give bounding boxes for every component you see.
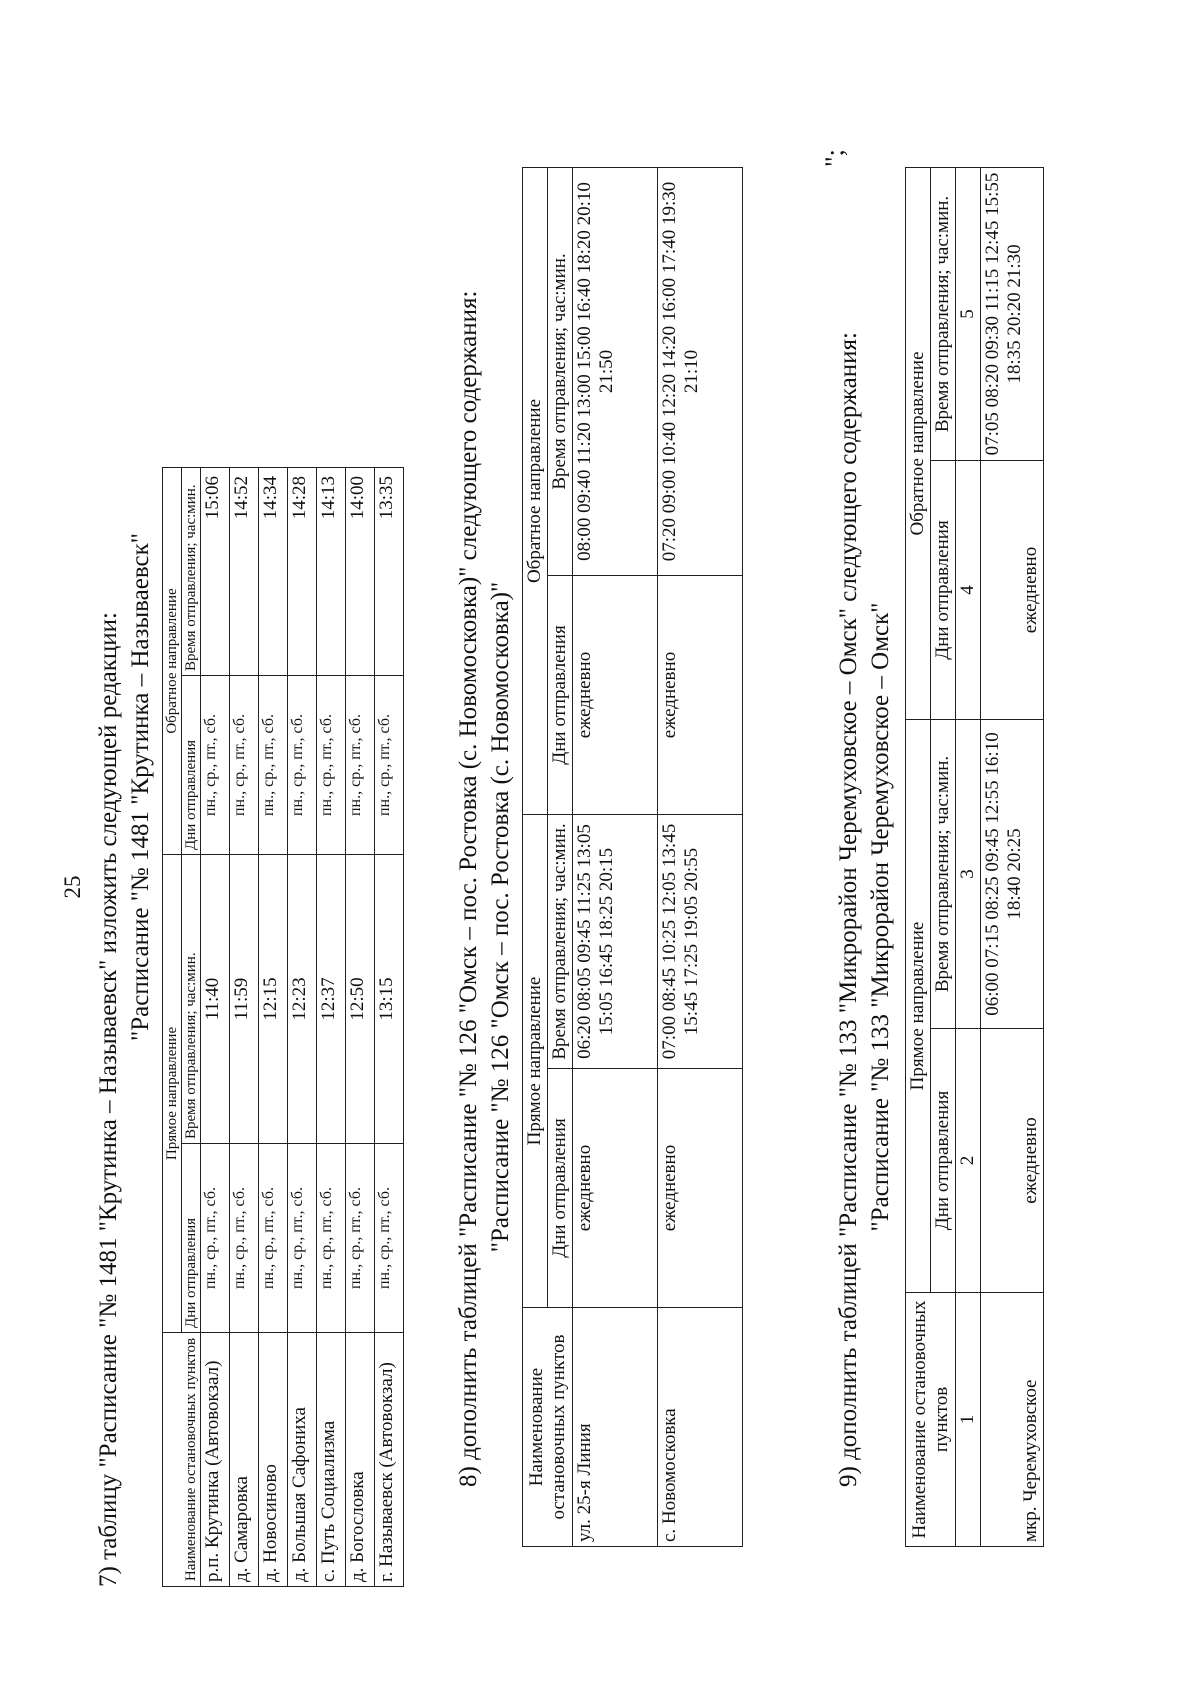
- header-time-forward: Время отправления; час:мин.: [182, 855, 201, 1144]
- table-row: [658, 168, 743, 1547]
- time-forward: 07:00 08:45 10:25 12:05 13:45 15:45 17:25 19:05 20:55: [658, 815, 743, 1069]
- header-stop-name: Наименование остановочных пунктов: [906, 1293, 956, 1547]
- end-mark: ";: [820, 149, 849, 167]
- header-time-forward: Время отправления; час:мин.: [548, 815, 573, 1069]
- days-backward: пн., ср., пт., сб.: [375, 676, 404, 855]
- stop-name: ул. 25-я Линия: [573, 1308, 658, 1547]
- section-8-intro: 8) дополнить таблицей "Расписание "№ 126 "Омск – пос. Ростовка (с. Новомосковка)" следующего содержания:: [455, 290, 482, 1487]
- days-forward: пн., ср., пт., сб.: [375, 1144, 404, 1333]
- time-backward: 14:00: [346, 468, 375, 676]
- table-row: [230, 468, 259, 1587]
- stop-name: р.п. Крутинка (Автовокзал): [201, 1333, 230, 1587]
- header-time-backward: Время отправления; час:мин.: [931, 168, 956, 461]
- header-backward: Обратное направление: [906, 168, 931, 720]
- schedule-table-126: [522, 167, 743, 1547]
- time-forward: 12:37: [317, 855, 346, 1144]
- page-number: 25: [60, 875, 85, 899]
- header-time-forward: Время отправления; час:мин.: [931, 720, 956, 1029]
- stop-name: с. Новомосковка: [658, 1308, 743, 1547]
- header-days-backward: Дни отправления: [931, 461, 956, 720]
- time-forward: 06:20 08:05 09:45 11:25 13:05 15:05 16:45 18:25 20:15: [573, 815, 658, 1069]
- table-row: [288, 468, 317, 1587]
- column-number: 1: [956, 1293, 981, 1547]
- header-stop-name: Наименование остановочных пунктов: [523, 1308, 573, 1547]
- header-time-backward: Время отправления; час:мин.: [182, 468, 201, 676]
- section-9-intro: 9) дополнить таблицей "Расписание "№ 133 "Микрорайон Черемуховское – Омск" следующего содержания:: [835, 332, 862, 1487]
- column-number: 5: [956, 168, 981, 461]
- stop-name: с. Путь Социализма: [317, 1333, 346, 1587]
- days-forward: пн., ср., пт., сб.: [259, 1144, 288, 1333]
- stop-name: д. Самаровка: [230, 1333, 259, 1587]
- time-backward: 13:35: [375, 468, 404, 676]
- days-backward: ежедневно: [658, 576, 743, 815]
- time-forward: 06:00 07:15 08:25 09:45 12:55 16:10 18:40 20:25: [981, 720, 1044, 1029]
- stop-name: г. Называевск (Автовокзал): [375, 1333, 404, 1587]
- header-backward: Обратное направление: [163, 468, 182, 855]
- column-number: 3: [956, 720, 981, 1029]
- stop-name: мкр. Черемуховское: [981, 1293, 1044, 1547]
- days-forward: пн., ср., пт., сб.: [288, 1144, 317, 1333]
- days-backward: пн., ср., пт., сб.: [201, 676, 230, 855]
- section-7-title: "Расписание "№ 1481 "Крутинка – Называевск": [127, 533, 154, 1041]
- section-7-intro: 7) таблицу "Расписание "№ 1481 "Крутинка – Называевск" изложить следующей редакции:: [95, 612, 122, 1587]
- time-backward: 14:52: [230, 468, 259, 676]
- table-row: [573, 168, 658, 1547]
- time-backward: 14:13: [317, 468, 346, 676]
- header-forward: Прямое направление: [163, 855, 182, 1333]
- table-row: [259, 468, 288, 1587]
- days-forward: пн., ср., пт., сб.: [346, 1144, 375, 1333]
- column-number: 4: [956, 461, 981, 720]
- header-stop-name: Наименование остановочных пунктов: [163, 1333, 201, 1587]
- table-row: [346, 468, 375, 1587]
- days-forward: ежедневно: [573, 1069, 658, 1308]
- days-backward: ежедневно: [573, 576, 658, 815]
- time-backward: 07:05 08:20 09:30 11:15 12:45 15:55 18:35 20:20 21:30: [981, 168, 1044, 461]
- section-9-title: "Расписание "№ 133 "Микрорайон Черемуховское – Омск": [867, 602, 894, 1232]
- schedule-table-1481: [162, 467, 404, 1587]
- header-days-forward: Дни отправления: [931, 1029, 956, 1293]
- schedule-table-133: [905, 167, 1044, 1547]
- stop-name: д. Новосиново: [259, 1333, 288, 1587]
- table-row: [317, 468, 346, 1587]
- days-backward: пн., ср., пт., сб.: [259, 676, 288, 855]
- stop-name: д. Богословка: [346, 1333, 375, 1587]
- time-forward: 12:15: [259, 855, 288, 1144]
- header-time-backward: Время отправления; час:мин.: [548, 168, 573, 576]
- header-days-backward: Дни отправления: [548, 576, 573, 815]
- days-backward: пн., ср., пт., сб.: [288, 676, 317, 855]
- time-backward: 07:20 09:00 10:40 12:20 14:20 16:00 17:40 19:30 21:10: [658, 168, 743, 576]
- header-days-forward: Дни отправления: [182, 1144, 201, 1333]
- days-backward: пн., ср., пт., сб.: [317, 676, 346, 855]
- time-forward: 13:15: [375, 855, 404, 1144]
- time-backward: 15:06: [201, 468, 230, 676]
- column-number: 2: [956, 1029, 981, 1293]
- time-backward: 14:34: [259, 468, 288, 676]
- table-row: [375, 468, 404, 1587]
- time-backward: 14:28: [288, 468, 317, 676]
- days-backward: ежедневно: [981, 461, 1044, 720]
- stop-name: д. Большая Сафониха: [288, 1333, 317, 1587]
- table-row: [981, 168, 1044, 1547]
- time-forward: 11:40: [201, 855, 230, 1144]
- time-forward: 12:50: [346, 855, 375, 1144]
- header-forward: Прямое направление: [523, 815, 548, 1308]
- days-backward: пн., ср., пт., сб.: [346, 676, 375, 855]
- table-row: [201, 468, 230, 1587]
- days-backward: пн., ср., пт., сб.: [230, 676, 259, 855]
- days-forward: пн., ср., пт., сб.: [317, 1144, 346, 1333]
- days-forward: пн., ср., пт., сб.: [230, 1144, 259, 1333]
- column-number-row: [956, 168, 981, 1547]
- days-forward: ежедневно: [658, 1069, 743, 1308]
- header-days-backward: Дни отправления: [182, 676, 201, 855]
- time-forward: 11:59: [230, 855, 259, 1144]
- header-backward: Обратное направление: [523, 168, 548, 815]
- section-8-title: "Расписание "№ 126 "Омск – пос. Ростовка (с. Новомосковка)": [487, 581, 514, 1253]
- time-backward: 08:00 09:40 11:20 13:00 15:00 16:40 18:20 20:10 21:50: [573, 168, 658, 576]
- days-forward: ежедневно: [981, 1029, 1044, 1293]
- header-forward: Прямое направление: [906, 720, 931, 1293]
- time-forward: 12:23: [288, 855, 317, 1144]
- header-days-forward: Дни отправления: [548, 1069, 573, 1308]
- days-forward: пн., ср., пт., сб.: [201, 1144, 230, 1333]
